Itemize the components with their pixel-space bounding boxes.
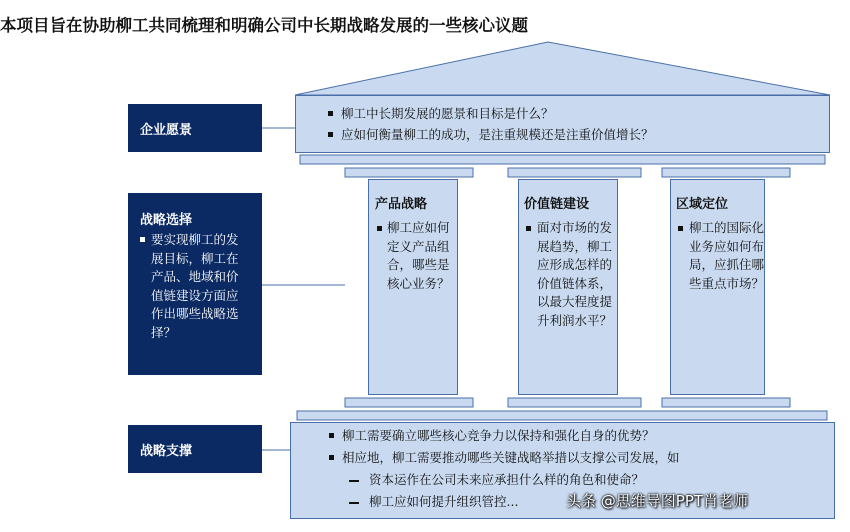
- page-title: 本项目旨在协助柳工共同梳理和明确公司中长期战略发展的一些核心议题: [0, 16, 528, 35]
- roof: [295, 42, 830, 95]
- support-subitem-1: 资本运作在公司未来应承担什么样的角色和使命？: [349, 470, 644, 490]
- base-3: [662, 398, 790, 407]
- pillar-region: [670, 179, 765, 395]
- pillar-region-title: 区域定位: [676, 197, 729, 212]
- base-1: [345, 398, 473, 407]
- pillar-product: [368, 179, 458, 395]
- watermark: 头条 @思维导图PPT肖老师: [566, 492, 749, 510]
- pillar-value-chain-text: 面对市场的发展趋势，柳工应形成怎样的价值链体系，以最大程度提升利润水平？: [524, 219, 617, 330]
- vision-item-1: 柳工中长期发展的愿景和目标是什么？: [328, 104, 554, 124]
- support-item-1: 柳工需要确立哪些核心竞争力以保持和强化自身的优势？: [329, 426, 655, 446]
- pillar-value-chain: [518, 179, 618, 395]
- capital-3: [662, 168, 790, 177]
- support-label: 战略支撑: [128, 425, 262, 473]
- support-box: [290, 422, 835, 519]
- pillar-product-text: 柳工应如何定义产品组合，哪些是核心业务？: [375, 219, 457, 293]
- vision-lower-band: [300, 155, 825, 164]
- strategy-choice-label: 战略选择: [140, 213, 193, 228]
- capital-1: [345, 168, 473, 177]
- vision-label: 企业愿景: [128, 104, 262, 152]
- capital-2: [508, 168, 641, 177]
- pillar-product-title: 产品战略: [375, 197, 428, 212]
- vision-box: [295, 95, 830, 153]
- support-item-2: 相应地，柳工需要推动哪些关键战略举措以支撑公司发展，如: [329, 448, 680, 468]
- pillar-region-text: 柳工的国际化业务应如何布局，应抓住哪些重点市场？: [676, 219, 764, 293]
- base-slab: [297, 411, 827, 420]
- base-2: [508, 398, 641, 407]
- strategy-choice-text: 要实现柳工的发展目标，柳工在产品、地域和价值链建设方面应作出哪些战略选择？: [140, 231, 250, 342]
- vision-item-2: 应如何衡量柳工的成功，是注重规模还是注重价值增长？: [328, 125, 654, 145]
- support-subitem-2: 柳工应如何提升组织管控...: [349, 492, 518, 512]
- strategy-choice-box: [128, 193, 262, 375]
- pillar-value-chain-title: 价值链建设: [524, 197, 590, 212]
